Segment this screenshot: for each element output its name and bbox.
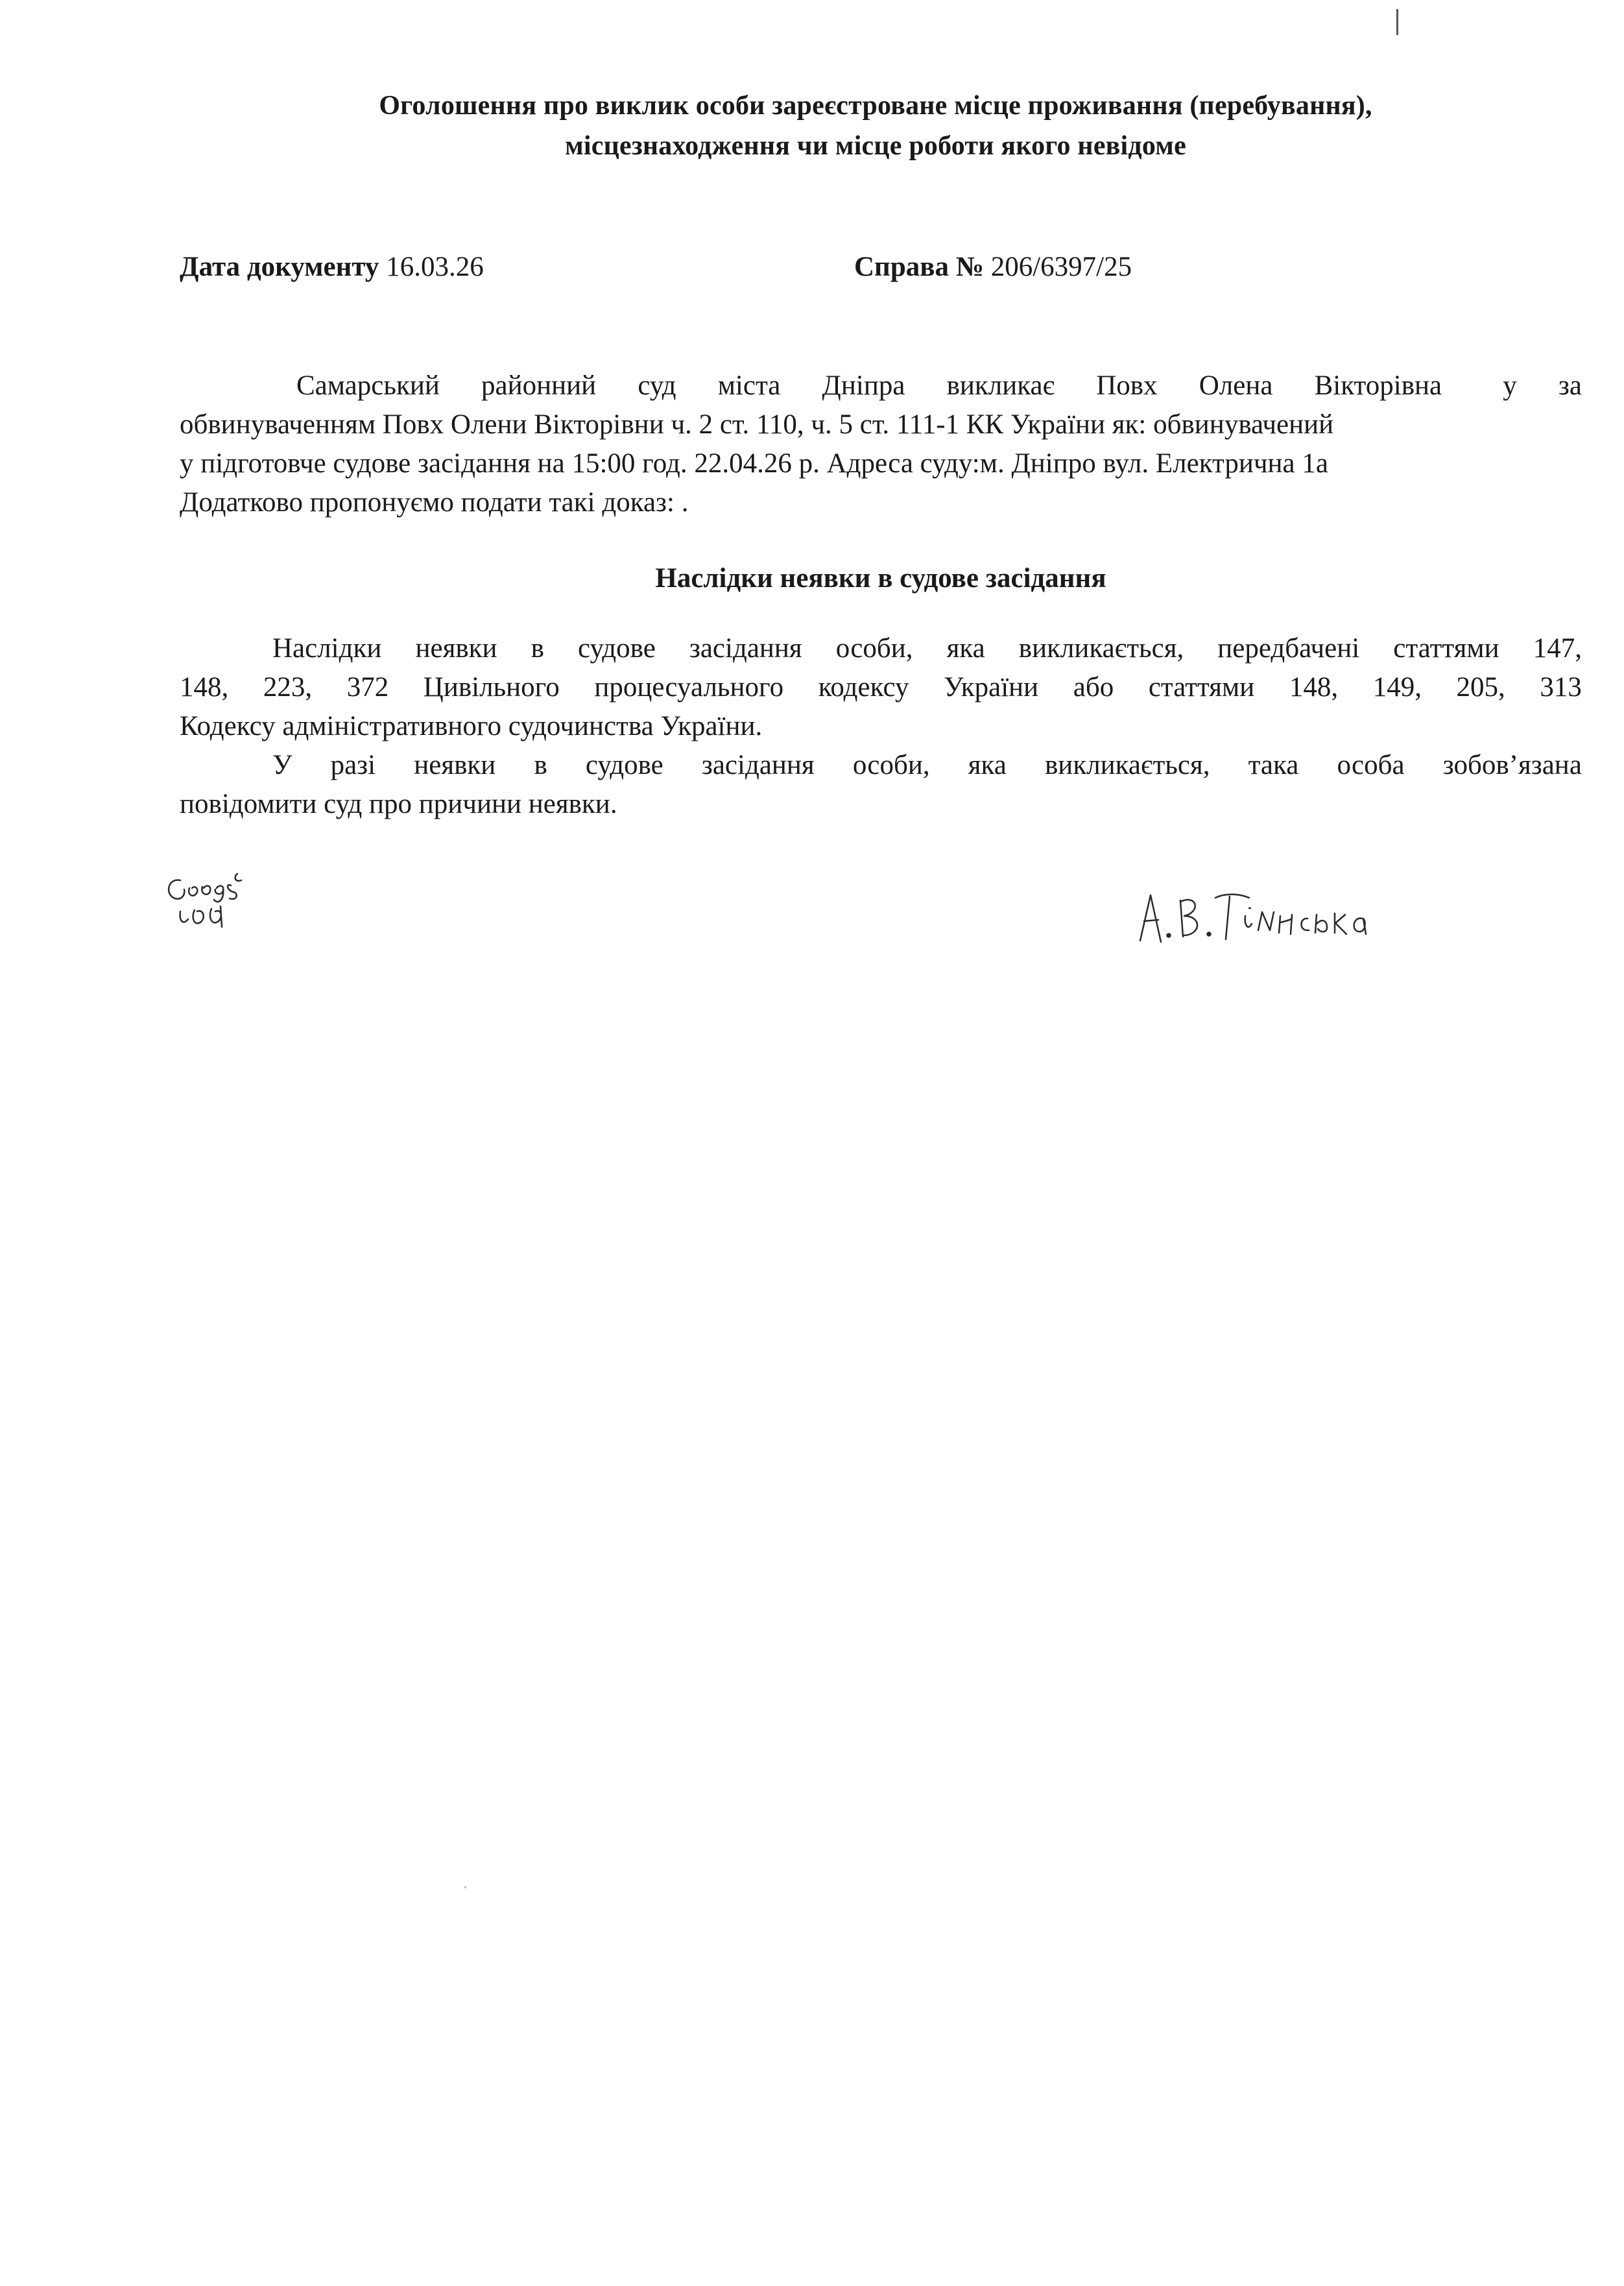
- title-line-1: Оголошення про виклик особи зареєстроване місце проживання (перебування),: [379, 91, 1372, 121]
- summons-line-2: обвинуваченням Повх Олени Вікторівни ч. 2 ст. 110, ч. 5 ст. 111-1 КК України як: обвинувачений: [180, 409, 1334, 440]
- handwritten-initials: [161, 866, 271, 937]
- scan-artifact: [464, 1886, 466, 1888]
- judge-signature: [1128, 882, 1388, 954]
- date-label: Дата документу: [180, 252, 379, 282]
- signature-scribble: [1128, 882, 1388, 954]
- initials-scribble: [161, 866, 271, 937]
- consequences-p2-line-2: повідомити суд про причини неявки.: [180, 789, 617, 819]
- case-number: [854, 249, 1132, 285]
- document-title: [162, 86, 1589, 166]
- document-date: [180, 249, 484, 285]
- consequences-p2-line-1: У разі неявки в судове засідання особи, яка викликається, така особа зобов’язана: [272, 750, 1582, 780]
- consequences-p1-line-3: Кодексу адміністративного судочинства України.: [180, 711, 763, 741]
- consequences-p1-line-1: Наслідки неявки в судове засідання особи, яка викликається, передбачені статтями 147,: [272, 633, 1582, 664]
- summons-line-3: у підготовче судове засідання на 15:00 год. 22.04.26 р. Адреса суду:м. Дніпро вул. Електрична 1а: [180, 448, 1328, 479]
- date-value: 16.03.26: [379, 252, 484, 282]
- summons-paragraph: [180, 367, 1582, 522]
- scan-edge-mark: [1396, 9, 1398, 35]
- case-value: 206/6397/25: [983, 252, 1132, 282]
- consequences-p1-line-2: 148, 223, 372 Цивільного процесуального кодексу України або статтями 148, 149, 205, 313: [180, 672, 1582, 703]
- title-line-2: місцезнаходження чи місце роботи якого невідоме: [565, 131, 1186, 161]
- summons-line-4: Додатково пропонуємо подати такі доказ: .: [180, 487, 689, 518]
- summons-line-1: Самарський районний суд міста Дніпра викликає Повх Олена Вікторівна у за: [296, 370, 1582, 401]
- consequences-heading: Наслідки неявки в судове засідання: [655, 563, 1106, 594]
- consequences-paragraphs: [180, 629, 1582, 824]
- case-label: Справа №: [854, 252, 984, 282]
